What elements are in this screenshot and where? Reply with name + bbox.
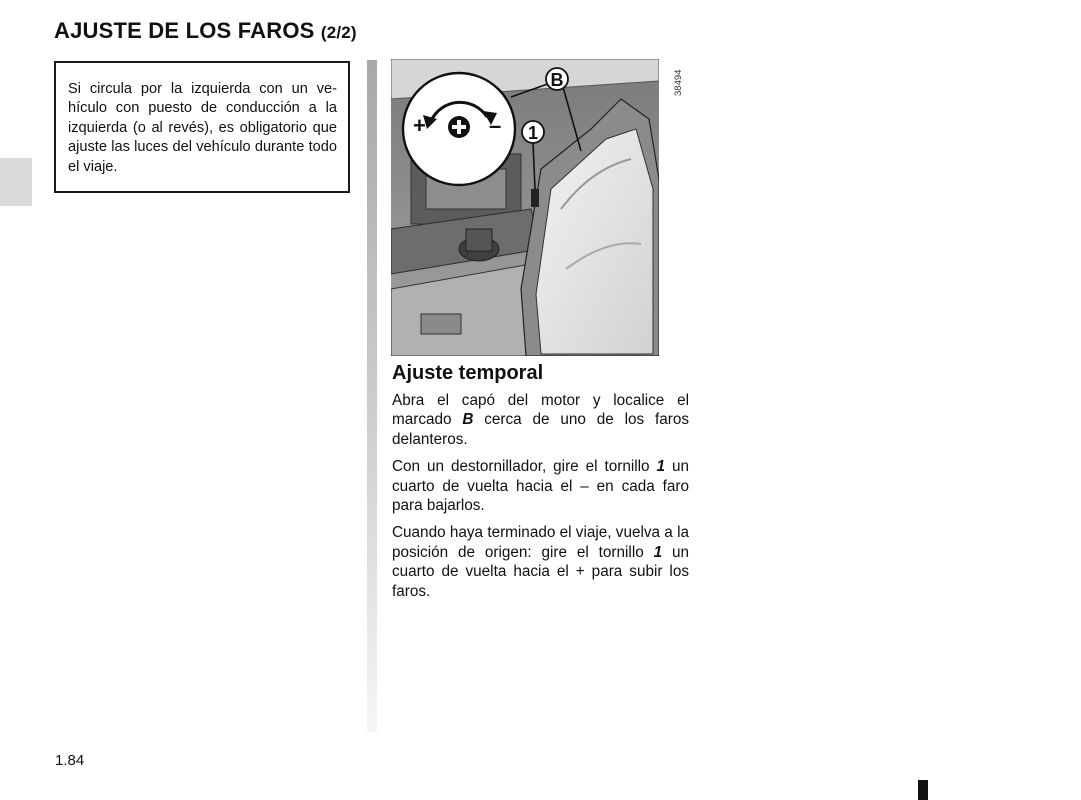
page-title	[54, 18, 357, 44]
screw-slot-v	[457, 120, 461, 134]
column-divider	[367, 60, 377, 732]
instruction-paragraph-2	[392, 457, 689, 515]
minus-symbol: –	[489, 113, 502, 138]
page-title-subtitle: (2/2)	[320, 23, 357, 42]
p1-ref-b: B	[462, 411, 474, 429]
p3-ref-1: 1	[653, 543, 663, 561]
p3-text-a: Cuando haya terminado el viaje, vuelva a la posición de origen: gire el tornillo	[392, 524, 689, 561]
headlight-drawing	[391, 59, 659, 356]
p2-text-a: Con un destornillador, gire el tornillo	[392, 458, 657, 476]
latch	[421, 314, 461, 334]
headlight-illustration	[391, 59, 659, 356]
p1-text-a: Abra el capó del motor y localice el marcado	[392, 392, 689, 429]
p2-text-c: un cuarto de vuelta hacia el – en cada faro para bajarlos.	[392, 458, 689, 515]
page-number: 1.84	[55, 752, 85, 769]
chapter-tab	[0, 158, 32, 206]
callout-b-label: B	[550, 70, 564, 90]
p2-ref-1: 1	[656, 458, 666, 476]
plus-symbol: +	[413, 113, 426, 138]
page-title-text: AJUSTE DE LOS FAROS	[54, 18, 315, 43]
reservoir	[466, 229, 492, 251]
instruction-paragraph-1	[392, 391, 689, 449]
callout-1-label: 1	[527, 123, 539, 143]
section-title: Ajuste temporal	[392, 362, 544, 384]
warning-note-text: Si circula por la izquierda con un vehículo con puesto de conducción a la izquierda (o al revés), es obligatorio que ajuste las luces del vehículo durante todo el viaje.	[68, 81, 337, 175]
instructions	[392, 391, 689, 609]
warning-note-box	[54, 61, 350, 193]
adjust-screw	[531, 189, 539, 207]
p1-text-c: cerca de uno de los faros delanteros.	[392, 411, 689, 448]
page-corner-mark	[918, 780, 928, 800]
p3-text-c: un cuarto de vuelta hacia el + para subir los faros.	[392, 543, 690, 600]
instruction-paragraph-3	[392, 523, 689, 601]
figure-number: 38494	[673, 69, 684, 96]
